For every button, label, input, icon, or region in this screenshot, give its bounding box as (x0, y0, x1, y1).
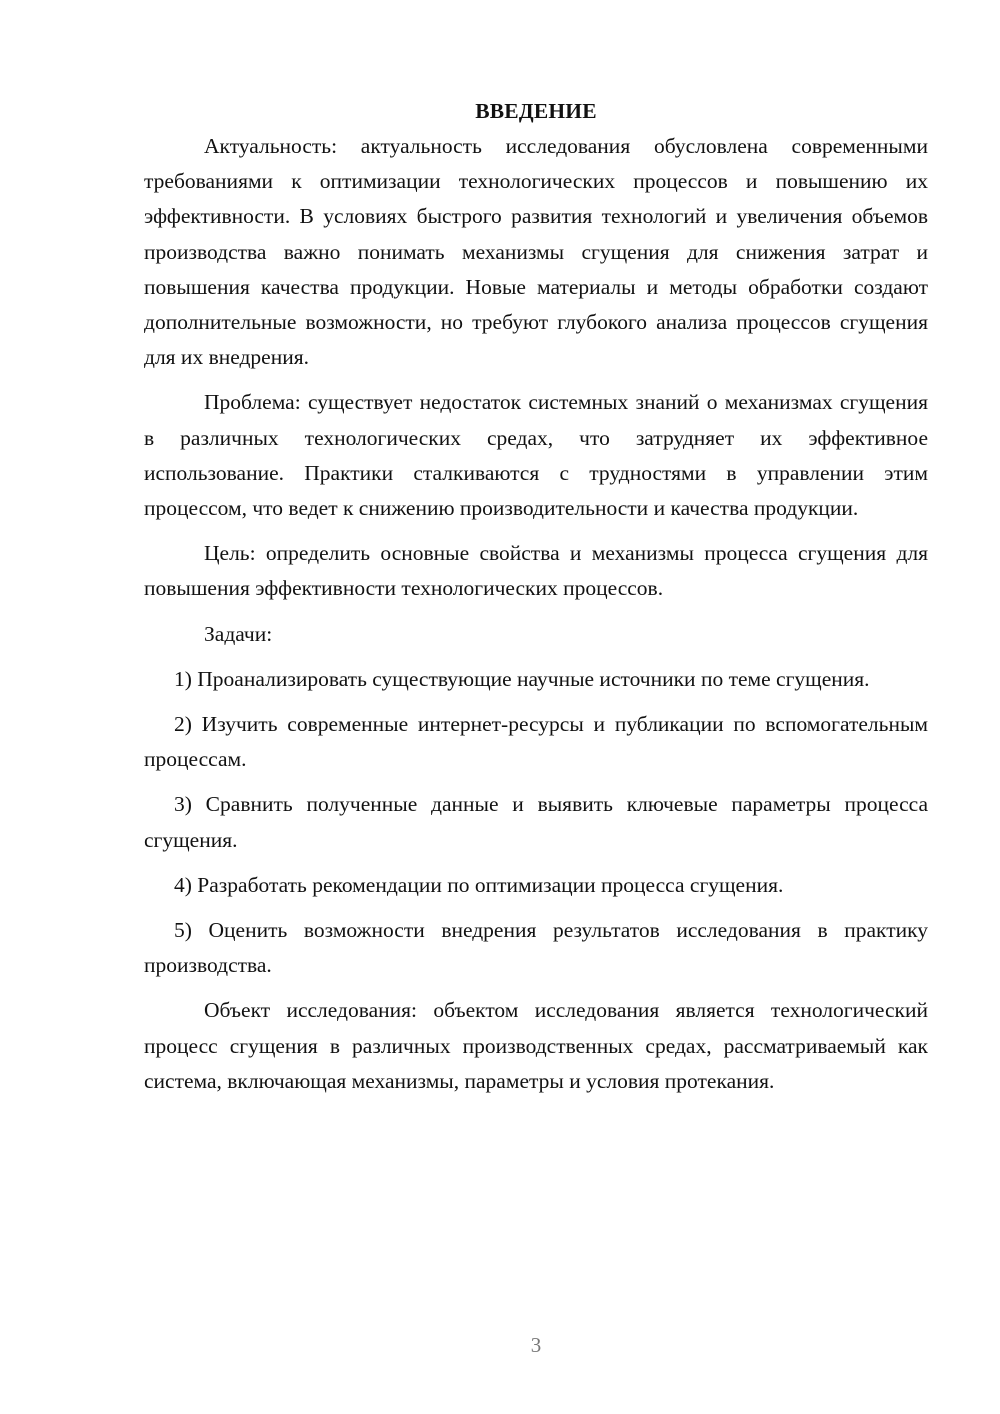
task-item-5: 5) Оценить возможности внедрения результатов исследования в практику производства. (144, 918, 928, 978)
relevance-paragraph: Актуальность: актуальность исследования обусловлена современными требованиями к оптимизации технологических процессов и повышению их эффективности. В условиях быстрого развития технологий и увеличения объемов производства важно понимать механизмы сгущения для снижения затрат и повышения качества продукции. Новые материалы и методы обработки создают дополнительные возможности, но требуют глубокого анализа процессов сгущения для их внедрения. (144, 134, 928, 370)
page-content (144, 94, 928, 1099)
page-title: ВВЕДЕНИЕ (475, 99, 597, 123)
problem-paragraph: Проблема: существует недостаток системных знаний о механизмах сгущения в различных технологических средах, что затрудняет их эффективное использование. Практики сталкиваются с трудностями в управлении этим процессом, что ведет к снижению производительности и качества продукции. (144, 390, 928, 521)
task-item-3: 3) Сравнить полученные данные и выявить ключевые параметры процесса сгущения. (144, 792, 928, 852)
page-number: 3 (530, 1333, 542, 1357)
task-item-1: 1) Проанализировать существующие научные источники по теме сгущения. (174, 666, 870, 691)
goal-paragraph: Цель: определить основные свойства и механизмы процесса сгущения для повышения эффективности технологических процессов. (144, 541, 928, 601)
tasks-label: Задачи: (204, 621, 273, 646)
task-item-2: 2) Изучить современные интернет-ресурсы и публикации по вспомогательным процессам. (144, 712, 928, 772)
task-item-4: 4) Разработать рекомендации по оптимизации процесса сгущения. (174, 872, 784, 897)
object-paragraph: Объект исследования: объектом исследования является технологический процесс сгущения в различных производственных средах, рассматриваемый как система, включающая механизмы, параметры и условия протекания. (144, 998, 928, 1093)
